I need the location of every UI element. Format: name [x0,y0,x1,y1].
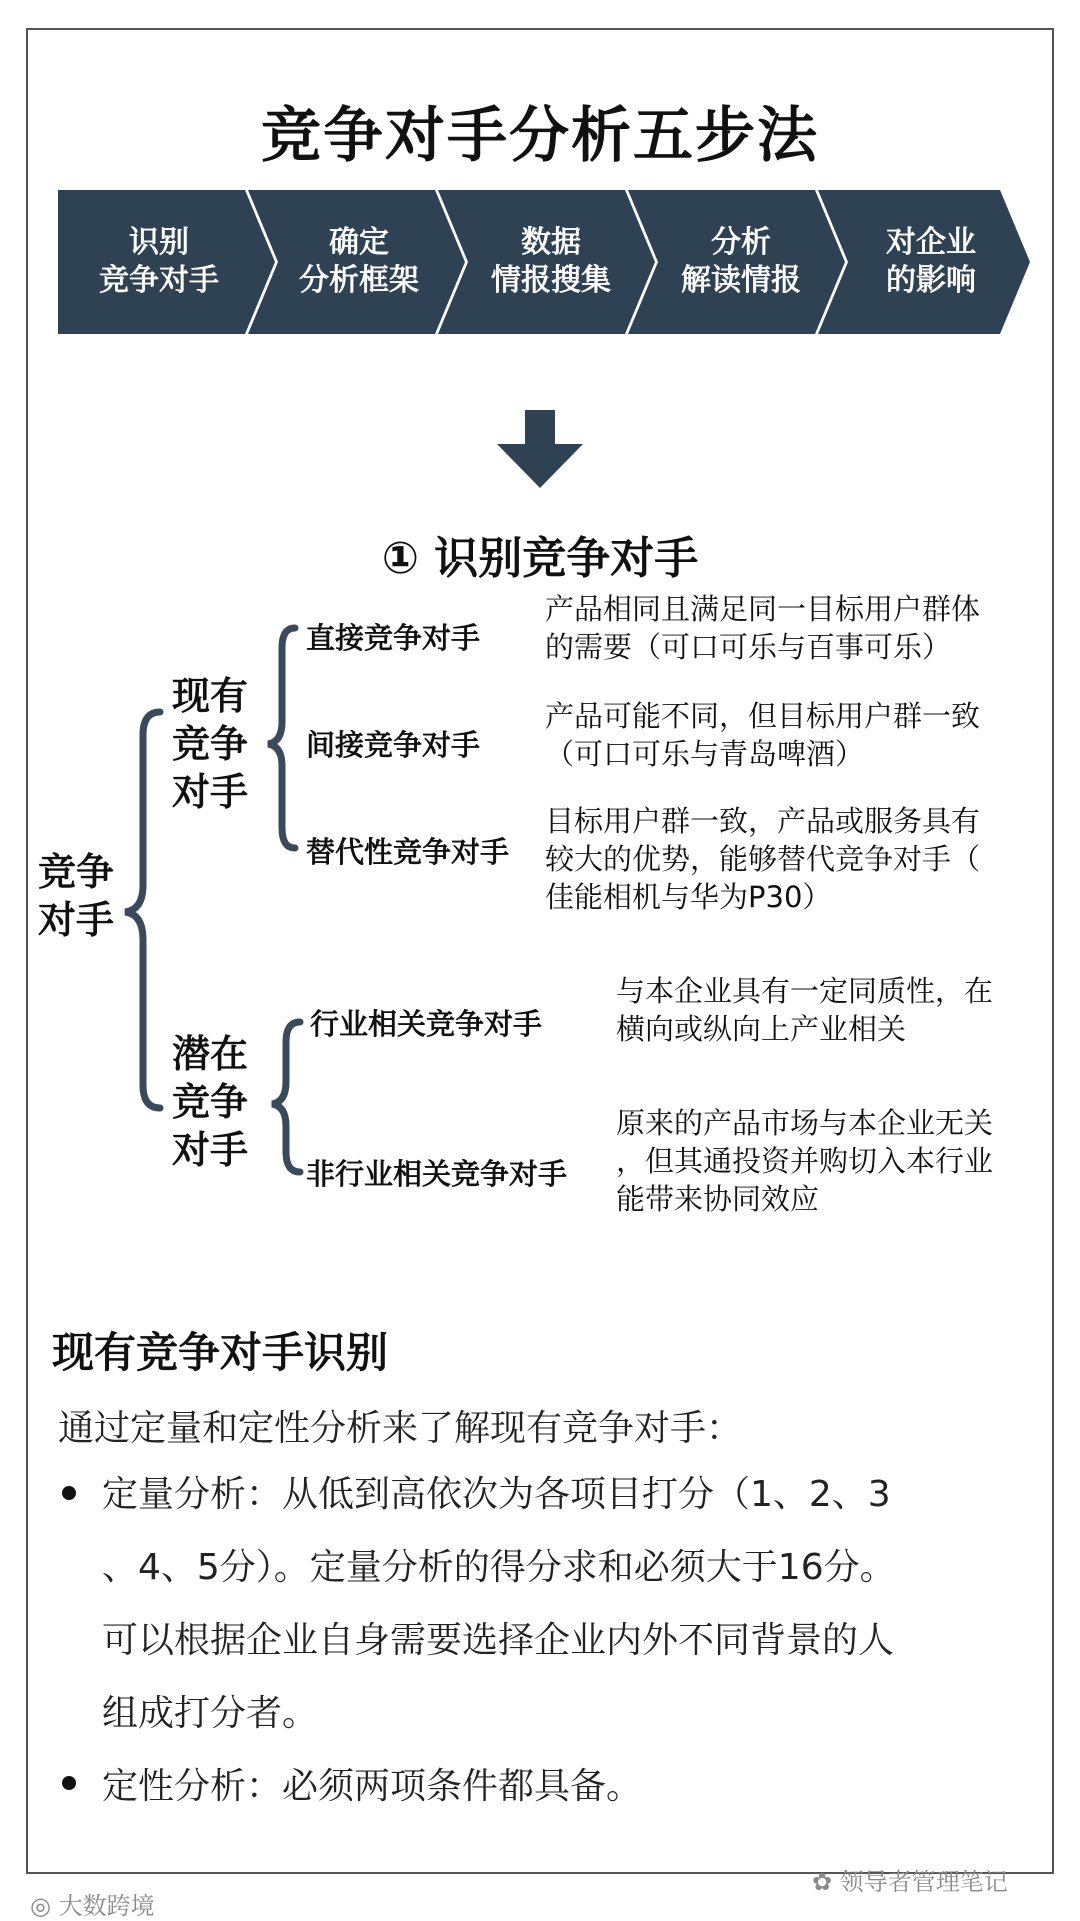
watermark-left [30,1886,155,1921]
bullet-line: 、4、5分）。定量分析的得分求和必须大于16分。 [102,1547,896,1588]
desc-line: 佳能相机与华为P30） [545,880,832,914]
existing-id-intro: 通过定量和定性分析来了解现有竞争对手： [58,1408,743,1449]
root-category [38,848,114,944]
industry-related-competitor-desc [616,972,993,1048]
watermark-right [812,1862,1008,1897]
indirect-competitor-desc [545,697,980,773]
existing-brace [268,628,295,848]
root-category-line1: 竞争 [38,850,115,894]
potential-line3: 对手 [172,1128,249,1172]
desc-line: 与本企业具有一定同质性，在 [616,974,994,1008]
watermark-left-text: 大数跨境 [58,1892,155,1920]
bullet-line: 定性分析：必须两项条件都具备。 [102,1766,643,1807]
indirect-competitor-label: 间接竞争对手 [306,728,481,762]
desc-line: 产品可能不同，但目标用户群一致 [545,699,981,733]
root-brace [125,712,160,1108]
desc-line: （可口可乐与青岛啤酒） [545,737,865,771]
existing-id-heading: 现有竞争对手识别 [52,1328,389,1377]
desc-line: 产品相同且满足同一目标用户群体 [545,592,981,626]
watermark-right-text: 领导者管理笔记 [839,1868,1008,1896]
step-2-line1: 确定 [329,225,389,260]
bullet-qualitative [102,1750,1032,1823]
desc-line: 能带来协同效应 [616,1182,820,1216]
substitute-competitor-desc [545,802,980,916]
step-4-line1: 分析 [711,225,771,260]
bullet-quantitative [102,1458,1032,1750]
desc-line: 横向或纵向上产业相关 [616,1012,907,1046]
section-title: ① 识别竞争对手 [381,533,699,584]
bullet-dot-icon [62,1486,76,1500]
existing-line1: 现有 [172,674,249,718]
step-2-line2: 分析框架 [299,263,419,298]
direct-competitor-desc [545,590,980,666]
non-industry-competitor-label: 非行业相关竞争对手 [306,1157,568,1191]
step-5-line2: 的影响 [886,263,976,298]
step-1-line1: 识别 [129,225,189,260]
potential-line1: 潜在 [172,1032,249,1076]
step-1-line2: 竞争对手 [99,263,219,298]
page-title: 竞争对手分析五步法 [261,101,819,171]
bullet-line: 可以根据企业自身需要选择企业内外不同背景的人 [102,1620,895,1661]
existing-line2: 竞争 [172,722,249,766]
potential-brace [272,1022,300,1172]
desc-line: ，但其通投资并购切入本行业 [616,1144,994,1178]
desc-line: 原来的产品市场与本企业无关 [616,1106,994,1140]
step-3-line1: 数据 [521,225,581,260]
wechat-icon: ✿ [812,1868,840,1896]
step-5-line1: 对企业 [886,225,976,260]
bullet-line: 组成打分者。 [102,1693,319,1734]
desc-line: 较大的优势，能够替代竞争对手（ [545,842,981,876]
existing-category [172,672,248,816]
bullet-dot-icon [62,1776,76,1790]
desc-line: 的需要（可口可乐与百事可乐） [545,630,952,664]
potential-line2: 竞争 [172,1080,249,1124]
step-3-line2: 情报搜集 [491,263,611,298]
watermark-logo-icon: ◎ [30,1892,59,1920]
non-industry-competitor-desc [616,1104,993,1218]
direct-competitor-label: 直接竞争对手 [306,621,481,655]
root-category-line2: 对手 [38,898,115,942]
potential-category [172,1030,248,1174]
industry-related-competitor-label: 行业相关竞争对手 [310,1007,543,1041]
substitute-competitor-label: 替代性竞争对手 [306,835,510,869]
step-4-line2: 解读情报 [681,263,801,298]
bullet-line: 定量分析：从低到高依次为各项目打分（1、2、3 [102,1474,891,1515]
existing-line3: 对手 [172,770,249,814]
desc-line: 目标用户群一致，产品或服务具有 [545,804,981,838]
